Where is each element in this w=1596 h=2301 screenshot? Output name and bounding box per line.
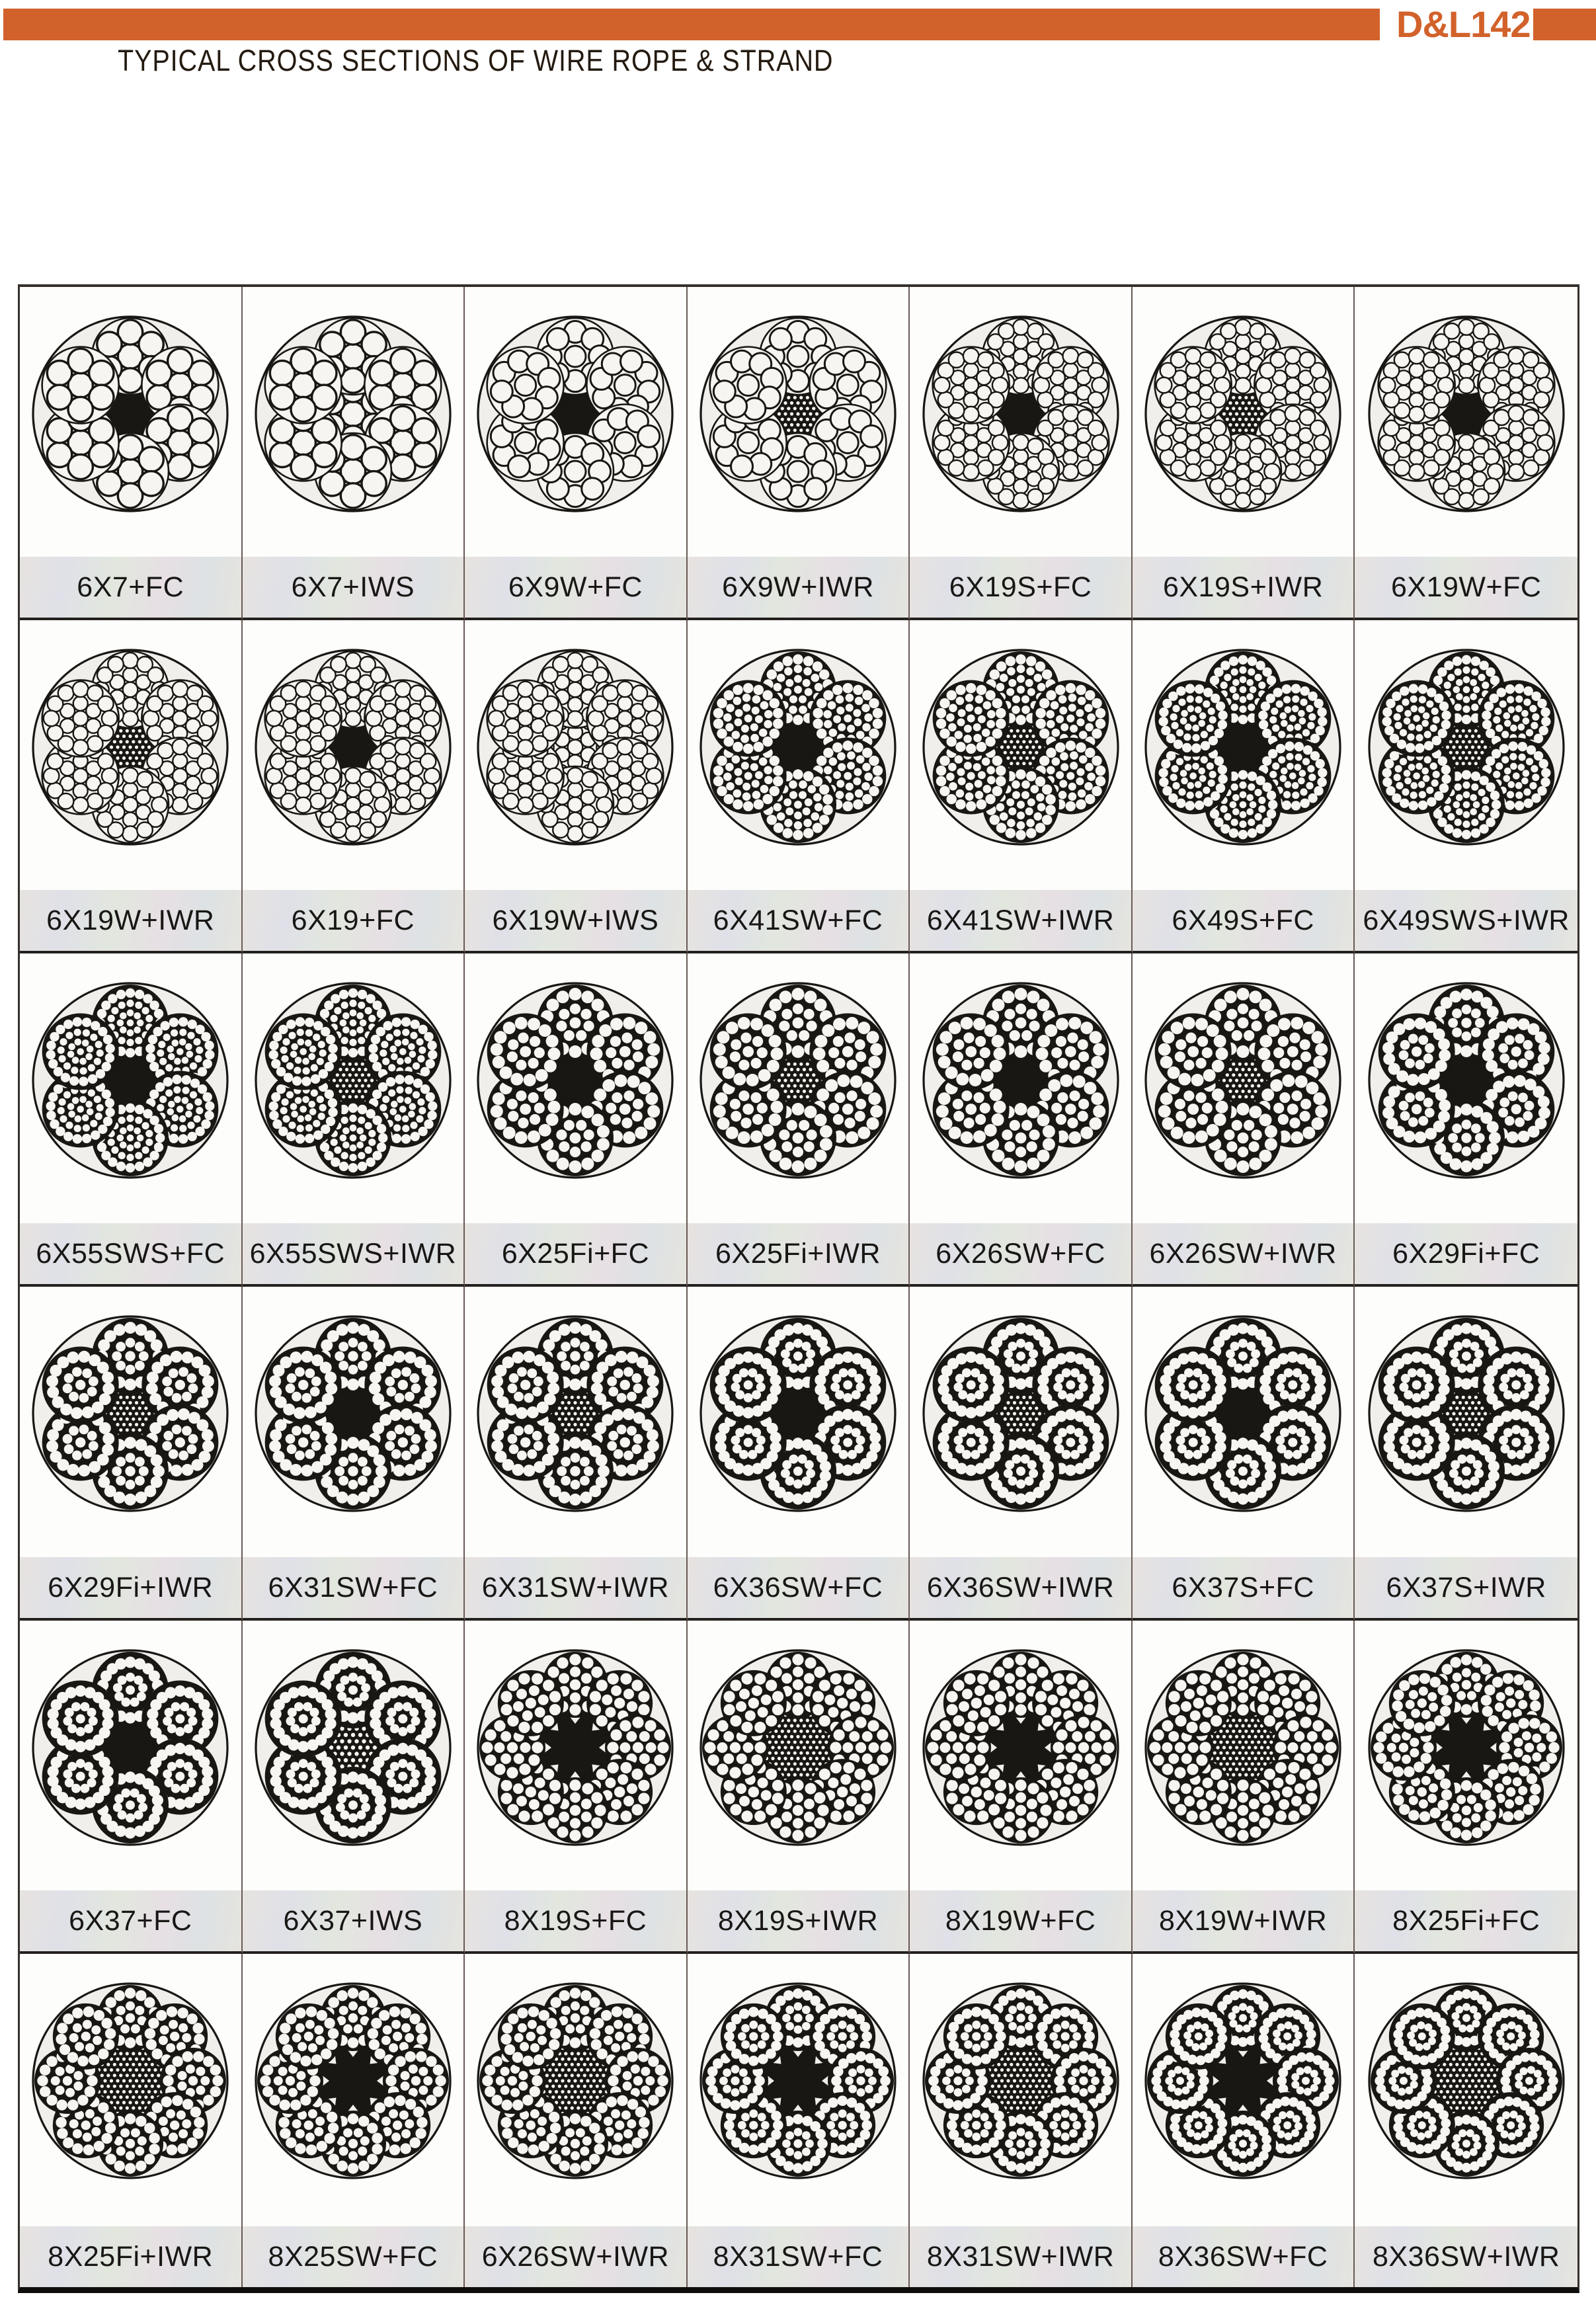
cell-label: 8X36SW+IWR <box>1355 2226 1577 2287</box>
rope-diagram <box>31 1314 229 1513</box>
rope-diagram <box>1367 981 1566 1180</box>
rope-cell <box>688 620 910 953</box>
rope-cell <box>1355 1954 1577 2287</box>
cell-label: 6X9W+IWR <box>688 557 909 618</box>
cell-label: 6X36SW+FC <box>688 1557 909 1618</box>
cell-label: 6X41SW+IWR <box>910 890 1131 951</box>
cell-label: 8X19S+IWR <box>688 1890 909 1951</box>
rope-diagram <box>1367 315 1566 513</box>
page-code: D&L142 <box>1396 3 1531 45</box>
rope-cell <box>1355 953 1577 1287</box>
cell-label: 6X37+IWS <box>243 1890 464 1951</box>
cell-label: 8X31SW+IWR <box>910 2226 1131 2287</box>
cell-label: 8X36SW+FC <box>1133 2226 1354 2287</box>
rope-diagram <box>1367 1982 1566 2180</box>
rope-diagram <box>31 315 229 513</box>
rope-diagram <box>476 1648 674 1847</box>
cell-label: 6X49SWS+IWR <box>1355 890 1577 951</box>
rope-diagram <box>922 1314 1120 1513</box>
rope-cell <box>910 620 1133 953</box>
cell-label: 6X37S+FC <box>1133 1557 1354 1618</box>
rope-diagram <box>922 1648 1120 1847</box>
rope-diagram <box>1367 1648 1566 1847</box>
rope-diagram <box>699 315 897 513</box>
rope-diagram <box>254 1982 452 2180</box>
rope-diagram <box>254 648 452 846</box>
rope-cell <box>688 1621 910 1954</box>
rope-diagram <box>254 981 452 1180</box>
cell-label: 8X25Fi+IWR <box>20 2226 241 2287</box>
header-accent-block <box>1533 9 1596 40</box>
page-title: TYPICAL CROSS SECTIONS OF WIRE ROPE & STRAND <box>118 44 834 77</box>
rope-cell <box>1133 287 1355 620</box>
rope-diagram <box>1367 648 1566 846</box>
rope-diagram <box>699 1314 897 1513</box>
cell-label: 6X25Fi+FC <box>465 1223 686 1284</box>
rope-diagram <box>476 648 674 846</box>
rope-diagram <box>699 981 897 1180</box>
rope-diagram <box>1144 1314 1342 1513</box>
rope-cell <box>20 1287 243 1620</box>
rope-cell <box>20 620 243 953</box>
rope-cell <box>910 1621 1133 1954</box>
rope-cell <box>465 1621 688 1954</box>
rope-cell <box>1355 1621 1577 1954</box>
rope-diagram <box>31 648 229 846</box>
rope-cell <box>1133 1287 1355 1620</box>
rope-cell <box>688 953 910 1287</box>
cell-label: 6X25Fi+IWR <box>688 1223 909 1284</box>
rope-cell <box>465 1287 688 1620</box>
cell-label: 8X31SW+FC <box>688 2226 909 2287</box>
rope-diagram <box>476 315 674 513</box>
rope-diagram <box>922 981 1120 1180</box>
rope-cell <box>20 953 243 1287</box>
rope-cell <box>1133 620 1355 953</box>
rope-cell <box>20 1954 243 2287</box>
cell-label: 6X19W+IWR <box>20 890 241 951</box>
rope-diagram <box>1144 648 1342 846</box>
rope-cell <box>688 287 910 620</box>
cell-label: 6X19S+IWR <box>1133 557 1354 618</box>
rope-cell <box>910 1954 1133 2287</box>
cell-label: 6X19W+FC <box>1355 557 1577 618</box>
rope-diagram <box>1367 1314 1566 1513</box>
cell-label: 8X25SW+FC <box>243 2226 464 2287</box>
rope-cell <box>688 1954 910 2287</box>
rope-cell <box>910 953 1133 1287</box>
cell-label: 6X55SWS+FC <box>20 1223 241 1284</box>
cell-label: 6X29Fi+IWR <box>20 1557 241 1618</box>
rope-diagram <box>254 315 452 513</box>
cell-label: 8X19W+IWR <box>1133 1890 1354 1951</box>
rope-diagram <box>1144 1648 1342 1847</box>
cell-label: 6X41SW+FC <box>688 890 909 951</box>
cell-label: 6X26SW+IWR <box>1133 1223 1354 1284</box>
rope-diagram <box>1144 1982 1342 2180</box>
cell-label: 6X26SW+FC <box>910 1223 1131 1284</box>
cell-label: 6X19S+FC <box>910 557 1131 618</box>
rope-diagram <box>1144 981 1342 1180</box>
rope-diagram <box>31 981 229 1180</box>
cell-label: 6X7+IWS <box>243 557 464 618</box>
rope-cell <box>1133 1621 1355 1954</box>
cell-label: 6X26SW+IWR <box>465 2226 686 2287</box>
rope-diagram <box>254 1314 452 1513</box>
rope-diagram <box>31 1648 229 1847</box>
rope-cell <box>1355 287 1577 620</box>
header-bar <box>3 9 1380 40</box>
rope-diagram <box>476 981 674 1180</box>
cell-label: 6X55SWS+IWR <box>243 1223 464 1284</box>
rope-cell <box>243 1287 465 1620</box>
rope-diagram <box>699 1982 897 2180</box>
rope-diagram <box>1144 315 1342 513</box>
cell-label: 8X19S+FC <box>465 1890 686 1951</box>
rope-cell <box>243 287 465 620</box>
rope-cell <box>910 287 1133 620</box>
rope-cell <box>243 1954 465 2287</box>
rope-diagram <box>476 1982 674 2180</box>
cell-label: 6X29Fi+FC <box>1355 1223 1577 1284</box>
rope-cell <box>688 1287 910 1620</box>
cell-label: 6X19+FC <box>243 890 464 951</box>
cell-label: 6X37S+IWR <box>1355 1557 1577 1618</box>
rope-cell <box>20 1621 243 1954</box>
rope-diagram <box>699 648 897 846</box>
rope-cell <box>1133 1954 1355 2287</box>
cell-label: 6X36SW+IWR <box>910 1557 1131 1618</box>
rope-cell <box>465 620 688 953</box>
rope-cell <box>243 953 465 1287</box>
cell-label: 6X31SW+IWR <box>465 1557 686 1618</box>
rope-diagram <box>31 1982 229 2180</box>
cell-label: 6X49S+FC <box>1133 890 1354 951</box>
rope-cell <box>465 287 688 620</box>
cell-label: 8X25Fi+FC <box>1355 1890 1577 1951</box>
rope-diagram <box>476 1314 674 1513</box>
rope-cell <box>243 620 465 953</box>
cell-label: 6X9W+FC <box>465 557 686 618</box>
rope-diagram <box>922 648 1120 846</box>
rope-cell <box>1133 953 1355 1287</box>
cell-label: 6X31SW+FC <box>243 1557 464 1618</box>
rope-cell <box>465 1954 688 2287</box>
cell-label: 6X37+FC <box>20 1890 241 1951</box>
rope-diagram <box>699 1648 897 1847</box>
cell-label: 8X19W+FC <box>910 1890 1131 1951</box>
cell-label: 6X7+FC <box>20 557 241 618</box>
rope-diagram <box>922 315 1120 513</box>
rope-grid <box>18 284 1579 2293</box>
rope-cell <box>243 1621 465 1954</box>
rope-cell <box>1355 1287 1577 1620</box>
rope-diagram <box>254 1648 452 1847</box>
cell-label: 6X19W+IWS <box>465 890 686 951</box>
rope-cell <box>20 287 243 620</box>
rope-cell <box>910 1287 1133 1620</box>
rope-cell <box>1355 620 1577 953</box>
rope-diagram <box>922 1982 1120 2180</box>
rope-cell <box>465 953 688 1287</box>
